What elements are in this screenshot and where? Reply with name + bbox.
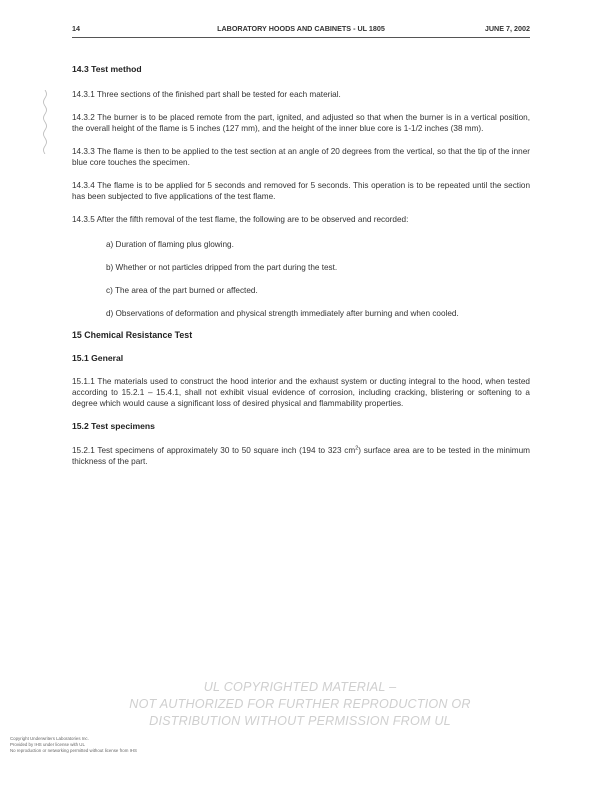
paragraph-14-3-2: 14.3.2 The burner is to be placed remote from the part, ignited, and adjusted so that when the burner is in a vertical position, the overall height of the flame is 5 inches (127 mm), and the height of the inner blue core is 1-1/2 inches (38 mm). [72,113,530,133]
section-heading-15: 15 Chemical Resistance Test [72,330,193,340]
list-item: b) Whether or not particles dripped from the part during the test. [106,263,338,272]
page-header [72,24,530,38]
paragraph-15-2-1 [72,445,530,467]
header-divider [72,37,530,38]
copyright-watermark [0,679,600,730]
copyright-line: No reproduction or networking permitted without license from IHS [10,748,137,753]
paragraph-14-3-3: 14.3.3 The flame is then to be applied to the test section at an angle of 20 degrees from the vertical, so that the tip of the inner blue core touches the specimen. [72,147,530,167]
watermark-line: NOT AUTHORIZED FOR FURTHER REPRODUCTION OR [129,697,471,711]
list-item: a) Duration of flaming plus glowing. [106,240,234,249]
running-title: LABORATORY HOODS AND CABINETS - UL 1805 [217,24,385,33]
paragraph-text: ) surface area are to be tested in the minimum thickness of the part. [72,446,530,466]
header-date: JUNE 7, 2002 [484,24,530,33]
copyright-line: Copyright Underwriters Laboratories Inc. [10,736,89,741]
list-item: d) Observations of deformation and physical strength immediately after burning and when cooled. [106,309,459,318]
body-content [72,64,530,467]
watermark-line: DISTRIBUTION WITHOUT PERMISSION FROM UL [149,714,451,728]
list-item: c) The area of the part burned or affected. [106,286,258,295]
revision-bar-mark [42,90,48,154]
paragraph-15-1-1: 15.1.1 The materials used to construct the hood interior and the exhaust system or ducting integral to the hood, when tested according to 15.2.1 – 15.4.1, shall not exhibit visual evidence of corrosion, including cracking, blistering or softening to a degree which would cause a significant loss of desired physical and flammability properties. [72,377,530,408]
page-number: 14 [72,24,80,33]
paragraph-14-3-5: 14.3.5 After the fifth removal of the test flame, the following are to be observed and recorded: [72,215,409,224]
copyright-line: Provided by IHS under license with UL [10,742,85,747]
copyright-notice [10,736,137,754]
watermark-line: UL COPYRIGHTED MATERIAL – [203,680,397,694]
section-heading-15-1: 15.1 General [72,353,124,363]
paragraph-14-3-1: 14.3.1 Three sections of the finished part shall be tested for each material. [72,90,341,99]
paragraph-text: 15.2.1 Test specimens of approximately 30 to 50 square inch (194 to 323 cm [72,446,356,455]
section-heading-14-3: 14.3 Test method [72,64,142,74]
superscript: 2 [355,445,359,452]
paragraph-14-3-4: 14.3.4 The flame is to be applied for 5 seconds and removed for 5 seconds. This operation is to be repeated until the section has been subjected to five applications of the test flame. [72,181,530,201]
section-heading-15-2: 15.2 Test specimens [72,421,155,431]
